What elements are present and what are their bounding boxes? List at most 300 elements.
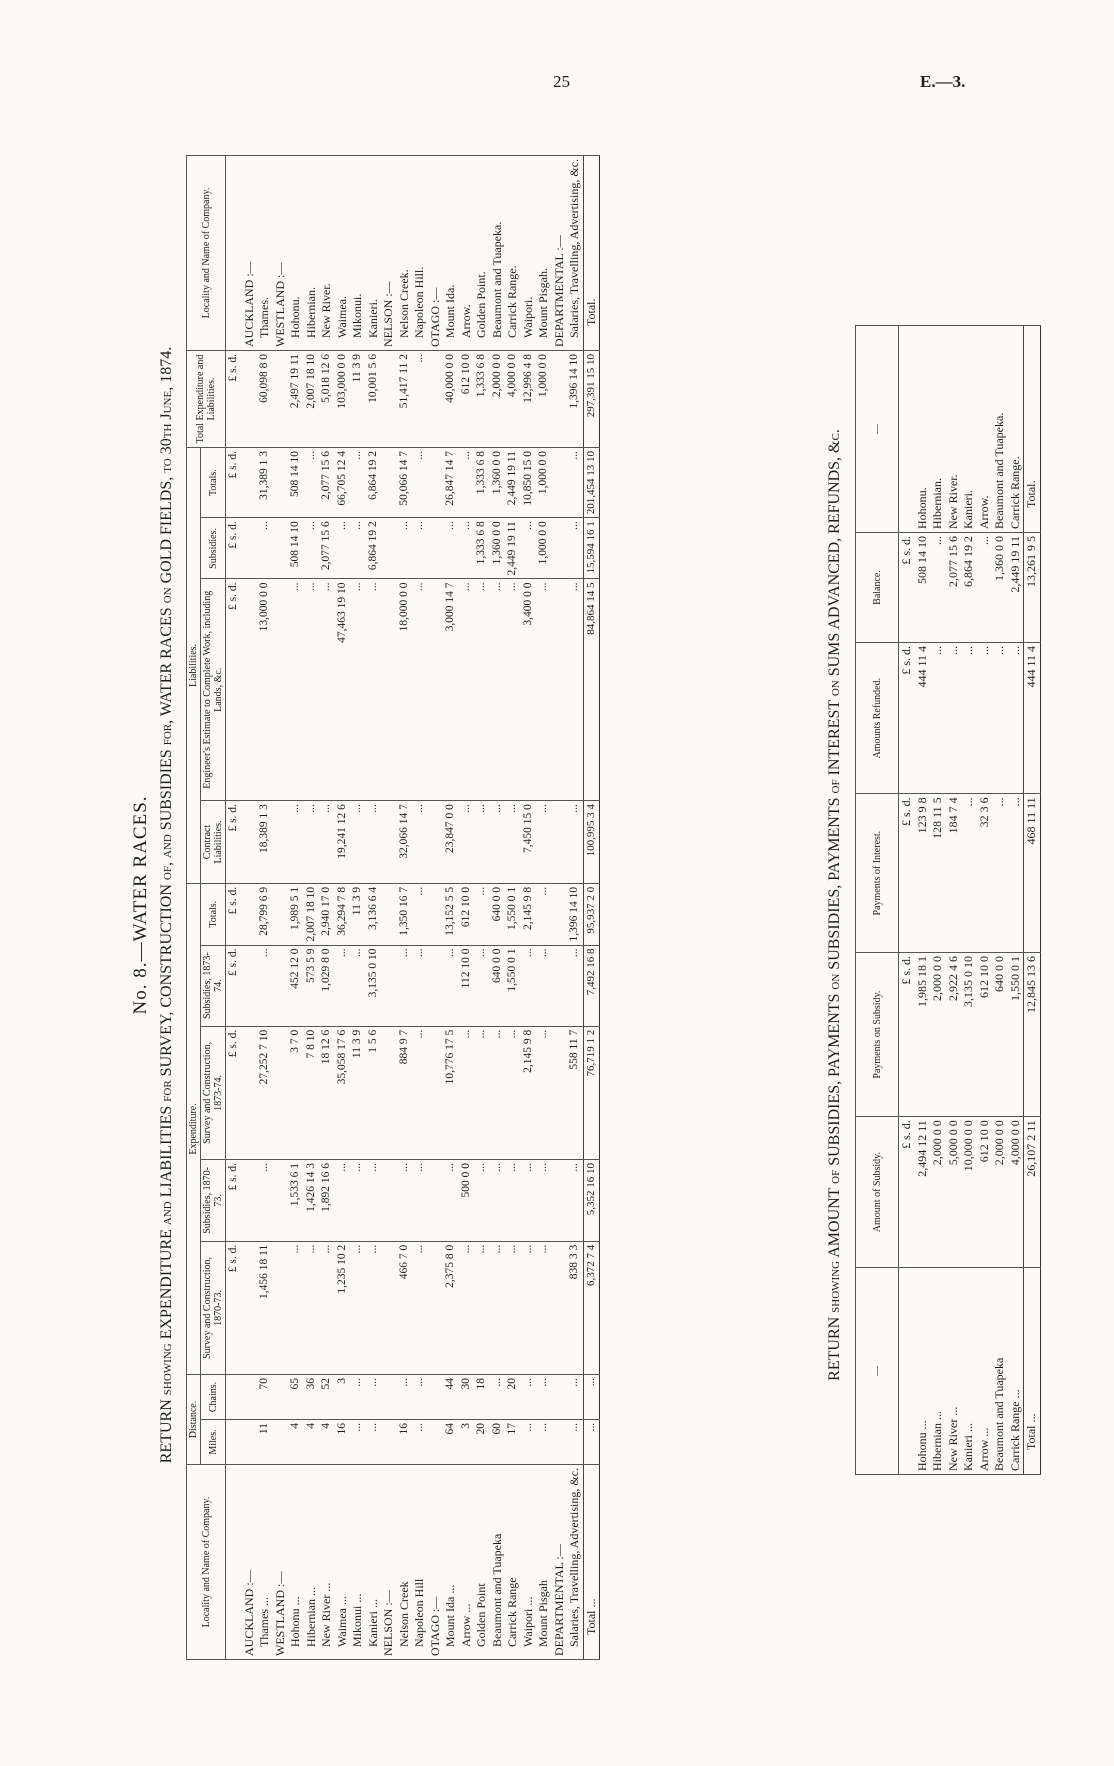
col-liabilities: Liabilities. xyxy=(187,448,201,884)
subsidies-table xyxy=(855,325,1041,1475)
cell-value: 2,922 4 6 xyxy=(946,952,962,1116)
cell-name-right: Hibernian. xyxy=(930,326,946,533)
cell-value: 32,066 14 7 xyxy=(397,801,413,884)
col-miles: Miles. xyxy=(201,1420,226,1465)
cell-name: Hibernian ... xyxy=(930,1268,946,1475)
cell-value: 884 9 7 xyxy=(397,1026,413,1159)
table-row xyxy=(443,156,459,1660)
cell-value: ... xyxy=(567,1160,583,1242)
cell-locality-right: WESTLAND :— xyxy=(273,156,289,351)
cell-value: 112 10 0 xyxy=(459,945,475,1026)
cell-value xyxy=(552,883,568,945)
cell-chains: ... xyxy=(412,1375,428,1420)
cell-value: 47,463 19 10 xyxy=(335,579,351,801)
cell-chains: 3 xyxy=(335,1375,351,1420)
cell-value: ... xyxy=(335,945,351,1026)
cell-chains: ... xyxy=(521,1375,537,1420)
cell-chains: ... xyxy=(397,1375,413,1420)
cell-value xyxy=(273,518,289,579)
cell-locality: NELSON :— xyxy=(381,1465,397,1660)
cell-total-label-right: Total. xyxy=(583,156,600,351)
cell-value: 1,550 0 1 xyxy=(1008,952,1024,1116)
cell-unit: £ s. d. xyxy=(226,801,242,884)
cell-value: 3,000 14 7 xyxy=(443,579,459,801)
cell-locality: Salaries, Travelling, Advertising, &c. xyxy=(567,1465,583,1660)
cell-value: 13,000 0 0 xyxy=(257,579,273,801)
cell-value: 2,007 18 10 xyxy=(304,883,320,945)
table-row xyxy=(304,156,320,1660)
cell-value: ... xyxy=(490,801,506,884)
cell-value xyxy=(552,1026,568,1159)
cell-value xyxy=(552,1160,568,1242)
cell-value xyxy=(428,883,444,945)
cell-value: ... xyxy=(459,1026,475,1159)
cell-value xyxy=(381,448,397,518)
cell-locality-right: New River. xyxy=(319,156,335,351)
cell-value: ... xyxy=(505,579,521,801)
cell-chains: ... xyxy=(366,1375,382,1420)
cell-value: ... xyxy=(946,642,962,793)
cell-value: 7,450 15 0 xyxy=(521,801,537,884)
cell-miles: 16 xyxy=(397,1420,413,1465)
cell-value: 1,000 0 0 xyxy=(536,448,552,518)
cell-value: ... xyxy=(443,945,459,1026)
cell-value: 4,000 0 0 xyxy=(1008,1117,1024,1268)
cell-value xyxy=(381,945,397,1026)
col-name-right: — xyxy=(856,326,899,533)
table-row xyxy=(242,156,258,1660)
cell-value: 466 7 0 xyxy=(397,1241,413,1374)
cell-locality: DEPARTMENTAL :— xyxy=(552,1465,568,1660)
cell-value xyxy=(242,1026,258,1159)
cell-value: ... xyxy=(350,1160,366,1242)
cell-locality-right: Nelson Creek. xyxy=(397,156,413,351)
cell-value xyxy=(273,1241,289,1374)
cell-unit: £ s. d. xyxy=(226,579,242,801)
cell-value xyxy=(552,351,568,448)
cell-value: 36,294 7 8 xyxy=(335,883,351,945)
cell-miles: ... xyxy=(583,1420,600,1465)
col-locality-right: Locality and Name of Company. xyxy=(187,156,226,351)
cell-value: ... xyxy=(536,1241,552,1374)
cell-chains xyxy=(552,1375,568,1420)
cell-value: 6,864 19 2 xyxy=(961,533,977,643)
cell-value: 1,550 0 1 xyxy=(505,945,521,1026)
cell-value: ... xyxy=(490,579,506,801)
cell-value: ... xyxy=(319,579,335,801)
cell-locality: Arrow ... xyxy=(459,1465,475,1660)
cell-value xyxy=(273,945,289,1026)
cell-value: ... xyxy=(366,801,382,884)
cell-name: New River ... xyxy=(946,1268,962,1475)
cell-value: 2,145 9 8 xyxy=(521,1026,537,1159)
cell-value: ... xyxy=(521,1160,537,1242)
col-expenditure: Expenditure. xyxy=(187,883,201,1374)
cell-locality-right: Beaumont and Tuapeka. xyxy=(490,156,506,351)
cell-locality: Waimea ... xyxy=(335,1465,351,1660)
col-distance: Distance. xyxy=(187,1375,201,1465)
cell-locality-right: AUCKLAND :— xyxy=(242,156,258,351)
table-row xyxy=(428,156,444,1660)
table-row xyxy=(459,156,475,1660)
cell-value: 184 7 4 xyxy=(946,794,962,953)
cell-value: 2,375 8 0 xyxy=(443,1241,459,1374)
cell-name-right: New River. xyxy=(946,326,962,533)
cell-value: 26,847 14 7 xyxy=(443,448,459,518)
cell-miles: 4 xyxy=(304,1420,320,1465)
table-row xyxy=(490,156,506,1660)
cell-value: ... xyxy=(459,1241,475,1374)
cell-name-right: Kanieri. xyxy=(961,326,977,533)
cell-chains xyxy=(428,1375,444,1420)
cell-miles: 16 xyxy=(335,1420,351,1465)
cell-value: ... xyxy=(350,945,366,1026)
cell-value: 2,449 19 11 xyxy=(505,448,521,518)
cell-miles: 60 xyxy=(490,1420,506,1465)
cell-value: ... xyxy=(304,801,320,884)
cell-value: 1,000 0 0 xyxy=(536,518,552,579)
col-amount: Amount of Subsidy. xyxy=(856,1117,899,1268)
cell-miles: ... xyxy=(521,1420,537,1465)
cell-value: ... xyxy=(474,1026,490,1159)
cell-value: 18,389 1 3 xyxy=(257,801,273,884)
cell-value: ... xyxy=(521,1241,537,1374)
cell-value: 2,497 19 11 xyxy=(288,351,304,448)
cell-chains: ... xyxy=(567,1375,583,1420)
cell-value xyxy=(273,801,289,884)
cell-value: ... xyxy=(536,1160,552,1242)
cell-unit: £ s. d. xyxy=(226,883,242,945)
cell-locality-right: Carrick Range. xyxy=(505,156,521,351)
cell-value xyxy=(428,579,444,801)
cell-value: ... xyxy=(459,579,475,801)
cell-value: 444 11 4 xyxy=(915,642,931,793)
cell-total-value: 95,937 2 0 xyxy=(583,883,600,945)
cell-value xyxy=(428,448,444,518)
col-survey-1870: Survey and Construction, 1870-73. xyxy=(201,1241,226,1374)
cell-locality: Carrick Range xyxy=(505,1465,521,1660)
col-chains: Chains. xyxy=(201,1375,226,1420)
cell-total-value: 100,995 3 4 xyxy=(583,801,600,884)
cell-value xyxy=(242,579,258,801)
cell-chains: ... xyxy=(350,1375,366,1420)
table-row xyxy=(977,326,993,1475)
cell-value xyxy=(242,351,258,448)
cell-value: 18,000 0 0 xyxy=(397,579,413,801)
cell-locality: Nelson Creek xyxy=(397,1465,413,1660)
table-row xyxy=(474,156,490,1660)
cell-value: ... xyxy=(288,1241,304,1374)
cell-blank xyxy=(226,1465,242,1660)
cell-value: ... xyxy=(350,518,366,579)
cell-value: 2,000 0 0 xyxy=(992,1117,1008,1268)
col-payments: Payments on Subsidy. xyxy=(856,952,899,1116)
cell-value: ... xyxy=(412,1241,428,1374)
cell-value: ... xyxy=(304,579,320,801)
cell-value: 2,494 12 11 xyxy=(915,1117,931,1268)
table-row xyxy=(412,156,428,1660)
cell-locality-right: Arrow. xyxy=(459,156,475,351)
cell-value: 2,000 0 0 xyxy=(490,351,506,448)
cell-value: 1,396 14 10 xyxy=(567,883,583,945)
col-total-exp: Total Expenditure and Liabilities. xyxy=(187,351,226,448)
cell-value: ... xyxy=(930,533,946,643)
cell-locality-right: NELSON :— xyxy=(381,156,397,351)
cell-locality: Hibernian ... xyxy=(304,1465,320,1660)
rotated-page-content xyxy=(120,125,1100,1685)
cell-value: 1,396 14 10 xyxy=(567,351,583,448)
section-title: No. 8.—WATER RACES. xyxy=(130,795,151,1015)
cell-value: 1,892 16 6 xyxy=(319,1160,335,1242)
cell-locality: OTAGO :— xyxy=(428,1465,444,1660)
cell-value: ... xyxy=(474,1241,490,1374)
cell-name: Arrow ... xyxy=(977,1268,993,1475)
cell-value: 60,098 8 0 xyxy=(257,351,273,448)
col-subsidies-1873: Subsidies, 1873-74. xyxy=(201,945,226,1026)
cell-value xyxy=(381,883,397,945)
cell-value: ... xyxy=(474,883,490,945)
cell-value xyxy=(381,351,397,448)
cell-value xyxy=(428,351,444,448)
cell-value: ... xyxy=(412,518,428,579)
cell-value: ... xyxy=(567,945,583,1026)
cell-miles: ... xyxy=(366,1420,382,1465)
cell-chains: 70 xyxy=(257,1375,273,1420)
cell-value: ... xyxy=(412,448,428,518)
cell-value: ... xyxy=(536,579,552,801)
cell-value: ... xyxy=(459,448,475,518)
table-row xyxy=(335,156,351,1660)
cell-name-right: Arrow. xyxy=(977,326,993,533)
cell-value: ... xyxy=(977,642,993,793)
cell-total-value: 444 11 4 xyxy=(1024,642,1041,793)
cell-value: 32 3 6 xyxy=(977,794,993,953)
cell-miles: 3 xyxy=(459,1420,475,1465)
cell-name: Hohonu ... xyxy=(915,1268,931,1475)
cell-value: 508 14 10 xyxy=(915,533,931,643)
cell-value: 1,360 0 0 xyxy=(490,518,506,579)
cell-value: ... xyxy=(412,1026,428,1159)
cell-total-label: Total ... xyxy=(583,1465,600,1660)
cell-value: 50,066 14 7 xyxy=(397,448,413,518)
cell-value: 128 11 5 xyxy=(930,794,946,953)
cell-blank xyxy=(226,156,242,351)
cell-value: ... xyxy=(366,1241,382,1374)
cell-miles: ... xyxy=(350,1420,366,1465)
cell-locality: Mount Ida ... xyxy=(443,1465,459,1660)
cell-value: ... xyxy=(288,579,304,801)
cell-value: 3,135 0 10 xyxy=(366,945,382,1026)
cell-value xyxy=(552,1241,568,1374)
cell-value: ... xyxy=(350,1241,366,1374)
cell-value: 10,001 5 6 xyxy=(366,351,382,448)
cell-value: ... xyxy=(536,883,552,945)
cell-value: ... xyxy=(304,1241,320,1374)
cell-total-value: 201,454 13 10 xyxy=(583,448,600,518)
cell-value xyxy=(242,448,258,518)
cell-value: 1,350 16 7 xyxy=(397,883,413,945)
cell-miles: ... xyxy=(567,1420,583,1465)
cell-value: ... xyxy=(350,801,366,884)
cell-chains: 20 xyxy=(505,1375,521,1420)
cell-value xyxy=(381,1026,397,1159)
cell-value: 1,000 0 0 xyxy=(536,351,552,448)
cell-value: 640 0 0 xyxy=(490,883,506,945)
cell-miles: 4 xyxy=(319,1420,335,1465)
cell-value: ... xyxy=(490,1241,506,1374)
cell-blank xyxy=(899,1268,915,1475)
cell-value: 2,077 15 6 xyxy=(319,518,335,579)
cell-value: 2,449 19 11 xyxy=(1008,533,1024,643)
cell-value: 11 3 9 xyxy=(350,883,366,945)
cell-value: 1,989 5 1 xyxy=(288,883,304,945)
cell-value: ... xyxy=(304,518,320,579)
cell-value: ... xyxy=(319,1241,335,1374)
cell-locality-right: Napoleon Hill. xyxy=(412,156,428,351)
cell-locality: Thames ... xyxy=(257,1465,273,1660)
cell-value: 19,241 12 6 xyxy=(335,801,351,884)
cell-value: ... xyxy=(474,1160,490,1242)
cell-name-right: Carrick Range. xyxy=(1008,326,1024,533)
cell-value: ... xyxy=(521,945,537,1026)
cell-value: 18 12 6 xyxy=(319,1026,335,1159)
col-subsidies-1870: Subsidies, 1870-73. xyxy=(201,1160,226,1242)
cell-locality: Golden Point xyxy=(474,1465,490,1660)
table-row xyxy=(552,156,568,1660)
cell-miles: 4 xyxy=(288,1420,304,1465)
table-row xyxy=(1008,326,1024,1475)
cell-unit: £ s. d. xyxy=(226,351,242,448)
cell-value: 11 3 9 xyxy=(350,351,366,448)
cell-miles: 64 xyxy=(443,1420,459,1465)
cell-value: ... xyxy=(397,945,413,1026)
cell-total-value: 84,864 14 5 xyxy=(583,579,600,801)
cell-value xyxy=(242,945,258,1026)
return-subtitle: RETURN showing EXPENDITURE and LIABILITIES for SURVEY, CONSTRUCTION of, and SUBSIDIES for, WATER RACES on GOLD FIELDS, to 30th June, 1874. xyxy=(158,346,175,1464)
table-row-units xyxy=(899,326,915,1475)
cell-miles: ... xyxy=(536,1420,552,1465)
cell-value xyxy=(273,1160,289,1242)
cell-value: ... xyxy=(505,1026,521,1159)
cell-name-right: Hohonu. xyxy=(915,326,931,533)
cell-value: 2,940 17 0 xyxy=(319,883,335,945)
col-name: — xyxy=(856,1268,899,1475)
cell-value: 1,360 0 0 xyxy=(490,448,506,518)
cell-value: 3,136 6 4 xyxy=(366,883,382,945)
cell-locality: New River ... xyxy=(319,1465,335,1660)
cell-value: ... xyxy=(412,801,428,884)
cell-value: ... xyxy=(459,801,475,884)
cell-locality-right: DEPARTMENTAL :— xyxy=(552,156,568,351)
cell-value: ... xyxy=(490,1026,506,1159)
cell-locality-right: Mount Pisgah. xyxy=(536,156,552,351)
cell-value: 1,029 8 0 xyxy=(319,945,335,1026)
cell-value: 123 9 8 xyxy=(915,794,931,953)
table-row xyxy=(381,156,397,1660)
cell-miles xyxy=(552,1420,568,1465)
cell-value xyxy=(552,518,568,579)
cell-total-value: 6,372 7 4 xyxy=(583,1241,600,1374)
cell-value: 2,145 9 8 xyxy=(521,883,537,945)
cell-total-value: 7,492 16 8 xyxy=(583,945,600,1026)
table-row xyxy=(273,156,289,1660)
cell-locality-right: Mikonui. xyxy=(350,156,366,351)
cell-value: ... xyxy=(567,518,583,579)
cell-value: 1,360 0 0 xyxy=(992,533,1008,643)
cell-value: ... xyxy=(443,518,459,579)
cell-total-value: 468 11 11 xyxy=(1024,794,1041,953)
cell-value: ... xyxy=(977,533,993,643)
cell-value: ... xyxy=(536,1026,552,1159)
cell-value: ... xyxy=(567,448,583,518)
cell-value: 838 3 3 xyxy=(567,1241,583,1374)
col-locality: Locality and Name of Company. xyxy=(187,1465,226,1660)
cell-value: ... xyxy=(335,1160,351,1242)
cell-locality-right: Golden Point. xyxy=(474,156,490,351)
cell-locality-right: OTAGO :— xyxy=(428,156,444,351)
cell-locality-right: Waimea. xyxy=(335,156,351,351)
table-row-total xyxy=(583,156,600,1660)
cell-value: ... xyxy=(536,945,552,1026)
cell-value: ... xyxy=(521,518,537,579)
cell-value xyxy=(428,1160,444,1242)
cell-value: 508 14 10 xyxy=(288,518,304,579)
cell-value: 10,776 17 5 xyxy=(443,1026,459,1159)
cell-value: ... xyxy=(335,518,351,579)
col-engineer: Engineer's Estimate to Complete Work, including Lands, &c. xyxy=(201,579,226,801)
table-row xyxy=(521,156,537,1660)
cell-chains: 18 xyxy=(474,1375,490,1420)
cell-chains: 65 xyxy=(288,1375,304,1420)
cell-value: ... xyxy=(474,801,490,884)
cell-unit: £ s. d. xyxy=(899,794,915,953)
cell-value: ... xyxy=(397,518,413,579)
cell-value xyxy=(381,1160,397,1242)
cell-value: 640 0 0 xyxy=(992,952,1008,1116)
cell-value: ... xyxy=(443,1160,459,1242)
water-races-table xyxy=(186,155,600,1660)
cell-locality-right: Kanieri. xyxy=(366,156,382,351)
cell-unit: £ s. d. xyxy=(899,1117,915,1268)
cell-value: ... xyxy=(474,579,490,801)
cell-value: ... xyxy=(319,801,335,884)
cell-blank xyxy=(226,1420,242,1465)
col-refunded: Amounts Refunded. xyxy=(856,642,899,793)
cell-value: ... xyxy=(992,642,1008,793)
cell-value: 573 5 9 xyxy=(304,945,320,1026)
col-liab-totals: Totals. xyxy=(201,448,226,518)
cell-value: 612 10 0 xyxy=(977,1117,993,1268)
cell-name: Beaumont and Tuapeka xyxy=(992,1268,1008,1475)
cell-value xyxy=(381,579,397,801)
cell-value: 612 10 0 xyxy=(459,351,475,448)
cell-value: ... xyxy=(288,801,304,884)
cell-value: 452 12 0 xyxy=(288,945,304,1026)
table-row xyxy=(319,156,335,1660)
cell-value: 11 3 9 xyxy=(350,1026,366,1159)
cell-unit: £ s. d. xyxy=(226,1241,242,1374)
cell-locality-right: Salaries, Travelling, Advertising, &c. xyxy=(567,156,583,351)
cell-total-value: 15,594 16 1 xyxy=(583,518,600,579)
cell-value: 66,705 12 4 xyxy=(335,448,351,518)
cell-value: 6,864 19 2 xyxy=(366,448,382,518)
cell-value: 3,400 0 0 xyxy=(521,579,537,801)
cell-value xyxy=(242,883,258,945)
cell-total-label-right: Total. xyxy=(1024,326,1041,533)
cell-value: 10,850 15 0 xyxy=(521,448,537,518)
cell-value: 1,456 18 11 xyxy=(257,1241,273,1374)
subsidies-body xyxy=(899,326,1041,1475)
